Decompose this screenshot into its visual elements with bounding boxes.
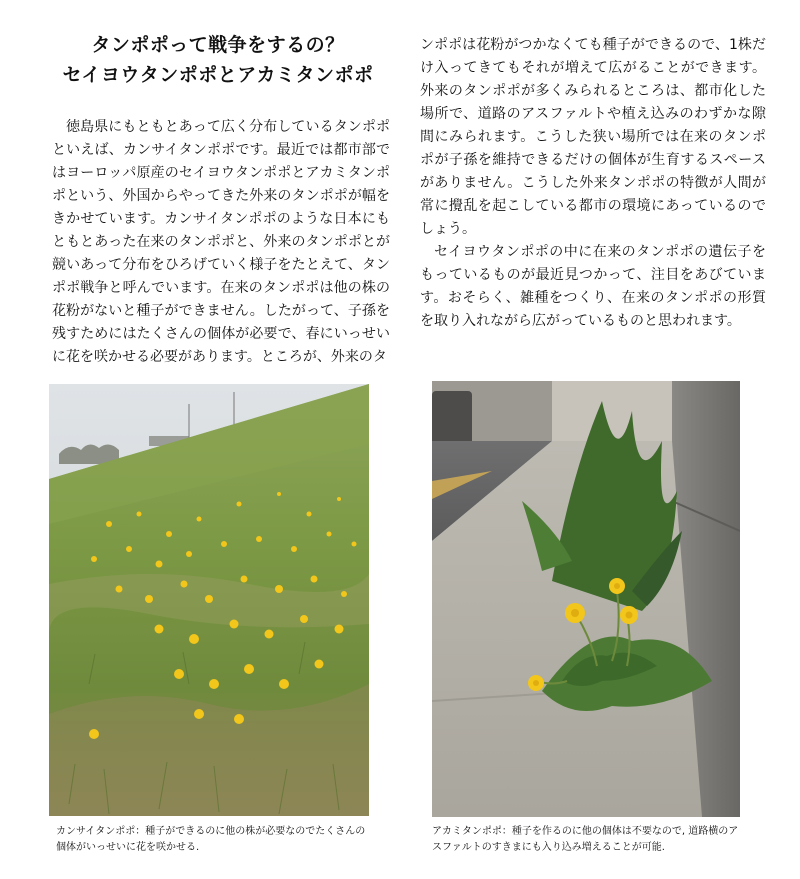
left-photo-caption: カンサイタンポポ：種子ができるのに他の株が必要なのでたくさんの個体がいっせいに花を咲かせる. bbox=[56, 826, 366, 853]
right-photo-caption: アカミタンポポ：種子を作るのに他の個体は不要なので, 道路横のアスファルトのすきまにも入り込み増えることが可能. bbox=[432, 826, 739, 853]
left-column-paragraph: 徳島県にもともとあって広く分布しているタンポポといえば、カンサイタンポポです。最近では都市部ではヨーロッパ原産のセイヨウタンポポとアカミタンポポという、外国からやってきた外来のタンポポが幅をきかせています。カンサイタンポポのような日本にもともとあった在来のタンポポと、外来のタンポポとが競いあって分布をひろげていく様子をたとえて、タンポポ戦争と呼んでいます。在来のタンポポは他の株の花粉がないと種子ができません。したがって、子孫を残すためにはたくさんの個体が必要で、春にいっせいに花を咲かせる必要があります。ところが、外来のタ bbox=[52, 119, 390, 365]
title-line-1: タンポポって戦争をするの？ bbox=[91, 34, 345, 56]
right-column-paragraph-1: ンポポは花粉がつかなくても種子ができるので、1株だけ入ってきてもそれが増えて広がることができます。外来のタンポポが多くみられるところは、都市化した場所で、道路のアスファルトや植え込みのわずかな隙間にみられます。こうした狭い場所では在来のタンポポが子孫を維持できるだけの個体が生育するスペースがありません。こうした外来タンポポの特徴が人間が常に攪乱を起こしている都市の環境にあっているのでしょう。 bbox=[420, 37, 766, 237]
akami-dandelion-photo bbox=[432, 381, 740, 817]
title-line-2: セイヨウタンポポとアカミタンポポ bbox=[62, 64, 374, 86]
article-title bbox=[28, 30, 408, 90]
kansai-dandelion-photo bbox=[49, 384, 369, 816]
left-column bbox=[52, 116, 390, 369]
right-column bbox=[420, 34, 766, 333]
right-column-paragraph-2: セイヨウタンポポの中に在来のタンポポの遺伝子をもっているものが最近見つかって、注目をあびています。おそらく、雑種をつくり、在来のタンポポの形質を取り入れながら広がっているものと思われます。 bbox=[420, 244, 766, 329]
